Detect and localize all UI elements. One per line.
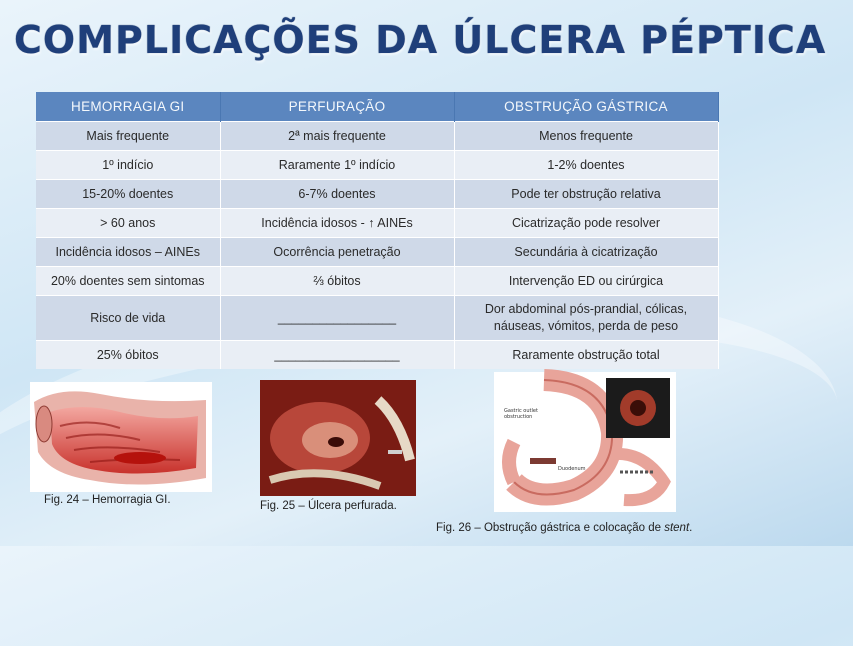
table-cell: Secundária à cicatrização: [454, 238, 718, 267]
figure-26-caption-end: .: [689, 522, 693, 534]
table-cell: Raramente 1º indício: [220, 151, 454, 180]
header-perfuracao: PERFURAÇÃO: [220, 92, 454, 122]
table-cell: Raramente obstrução total: [454, 341, 718, 370]
table-row: [36, 238, 718, 267]
table-row: [36, 341, 718, 370]
table-cell: Risco de vida: [36, 296, 220, 341]
complications-table: [36, 92, 719, 369]
table-cell: > 60 anos: [36, 209, 220, 238]
table-cell: 20% doentes sem sintomas: [36, 267, 220, 296]
header-obstrucao: OBSTRUÇÃO GÁSTRICA: [454, 92, 718, 122]
table-cell: Menos frequente: [454, 122, 718, 151]
svg-text:Gastric outlet: Gastric outlet: [504, 408, 538, 414]
svg-text:obstruction: obstruction: [504, 414, 533, 420]
table-cell: 2ª mais frequente: [220, 122, 454, 151]
perforated-ulcer-photo: [260, 380, 416, 496]
gi-hemorrhage-illustration: [30, 382, 212, 492]
table-row: [36, 151, 718, 180]
table-cell: ⅔ óbitos: [220, 267, 454, 296]
gastric-stent-diagram: [494, 372, 676, 512]
table-cell: _________________: [220, 296, 454, 341]
table-cell: 25% óbitos: [36, 341, 220, 370]
table-row: [36, 296, 718, 341]
figure-25-caption: Fig. 25 – Úlcera perfurada.: [260, 500, 397, 512]
table-cell: Pode ter obstrução relativa: [454, 180, 718, 209]
header-hemorragia: HEMORRAGIA GI: [36, 92, 220, 122]
table-row: [36, 122, 718, 151]
table-cell: Ocorrência penetração: [220, 238, 454, 267]
svg-text:Duodenum: Duodenum: [558, 466, 586, 472]
table-row: [36, 267, 718, 296]
table-cell: Intervenção ED ou cirúrgica: [454, 267, 718, 296]
table-cell: 1º indício: [36, 151, 220, 180]
table-cell: 6-7% doentes: [220, 180, 454, 209]
table-cell: Incidência idosos – AINEs: [36, 238, 220, 267]
figure-26-caption-text: Fig. 26 – Obstrução gástrica e colocação de: [436, 522, 665, 534]
figure-24-caption: Fig. 24 – Hemorragia GI.: [44, 494, 171, 506]
table-cell: 1-2% doentes: [454, 151, 718, 180]
table-cell: Dor abdominal pós-prandial, cólicas, náuseas, vómitos, perda de peso: [454, 296, 718, 341]
table-cell: Incidência idosos - ↑ AINEs: [220, 209, 454, 238]
table-header-row: [36, 92, 718, 122]
table-cell: __________________: [220, 341, 454, 370]
table-cell: Mais frequente: [36, 122, 220, 151]
table-row: [36, 209, 718, 238]
table-cell: Cicatrização pode resolver: [454, 209, 718, 238]
table-cell: 15-20% doentes: [36, 180, 220, 209]
figure-26-caption: [436, 522, 692, 534]
slide-title: COMPLICAÇÕES DA ÚLCERA PÉPTICA: [14, 18, 827, 62]
figure-26-caption-stent: stent: [664, 522, 690, 534]
table-row: [36, 180, 718, 209]
